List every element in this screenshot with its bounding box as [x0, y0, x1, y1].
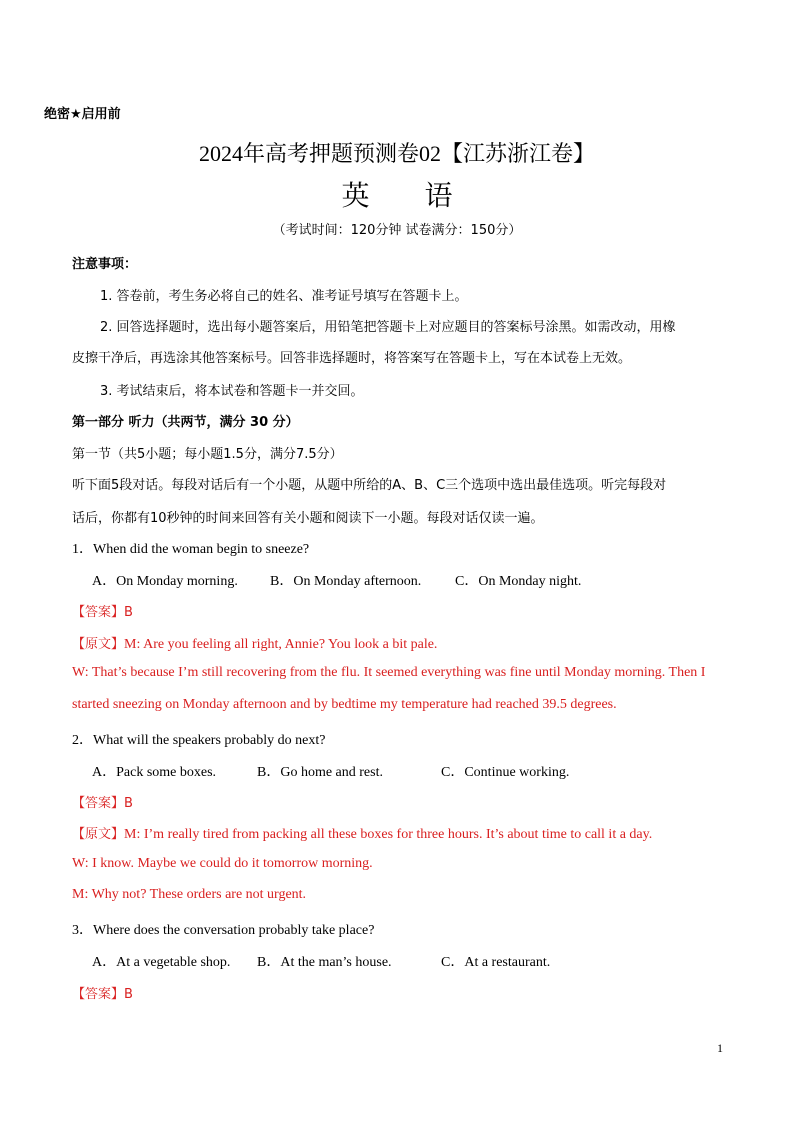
question-1-answer: 【答案】B [72, 605, 133, 620]
instruction-line-1: 听下面5段对话。每段对话后有一个小题，从题中所给的A、B、C三个选项中选出最佳选项。听完每段对 [72, 478, 667, 493]
subject-title: 英 语 [341, 181, 477, 212]
question-2-transcript-line-1 [72, 823, 652, 843]
notice-item-1: 1. 答卷前，考生务必将自己的姓名、准考证号填写在答题卡上。 [100, 289, 468, 304]
question-1-transcript-line-3: started sneezing on Monday afternoon and by bedtime my temperature had reached 39.5 degrees. [72, 697, 617, 712]
notice-item-3: 3. 考试结束后，将本试卷和答题卡一并交回。 [100, 384, 364, 399]
question-3-stem: 3．Where does the conversation probably take place? [72, 923, 375, 938]
exam-title: 2024年高考押题预测卷02【江苏浙江卷】 [198, 141, 595, 166]
question-2-option-b: B．Go home and rest. [257, 765, 383, 780]
transcript-label: 【原文】 [72, 637, 125, 652]
question-2-answer: 【答案】B [72, 796, 133, 811]
transcript-text: M: I’m really tired from packing all these boxes for three hours. It’s about time to call it a day. [124, 827, 653, 842]
question-2-option-c: C．Continue working. [441, 765, 570, 780]
notice-item-2-line-2: 皮擦干净后，再选涂其他答案标号。回答非选择题时，将答案写在答题卡上，写在本试卷上无效。 [72, 351, 632, 366]
confidential-label: 绝密★启用前 [44, 107, 121, 122]
transcript-text: M: Are you feeling all right, Annie? You look a bit pale. [124, 637, 438, 652]
question-2-option-a: A．Pack some boxes. [92, 765, 217, 780]
question-1-option-b: B．On Monday afternoon. [270, 574, 422, 589]
question-3-option-b: B．At the man’s house. [257, 955, 392, 970]
instruction-line-2: 话后，你都有10秒钟的时间来回答有关小题和阅读下一小题。每段对话仅读一遍。 [72, 511, 544, 526]
exam-info: （考试时间：120分钟 试卷满分：150分） [272, 223, 522, 238]
question-2-transcript-line-3: M: Why not? These orders are not urgent. [72, 887, 307, 902]
question-1-stem: 1．When did the woman begin to sneeze? [72, 542, 310, 557]
question-1-transcript-line-2: W: That’s because I’m still recovering from the flu. It seemed everything was fine until Monday morning. Then I [72, 665, 706, 680]
question-3-option-c: C．At a restaurant. [441, 955, 551, 970]
question-2-stem: 2．What will the speakers probably do next? [72, 733, 326, 748]
question-3-answer: 【答案】B [72, 987, 133, 1002]
question-1-option-a: A．On Monday morning. [92, 574, 238, 589]
page-number: 1 [717, 1041, 723, 1055]
question-2-transcript-line-2: W: I know. Maybe we could do it tomorrow morning. [72, 856, 373, 871]
notice-item-2-line-1: 2. 回答选择题时，选出每小题答案后，用铅笔把答题卡上对应题目的答案标号涂黑。如需改动，用橡 [100, 320, 676, 335]
section1-heading: 第一节（共5小题；每小题1.5分，满分7.5分） [72, 447, 343, 462]
question-1-transcript-line-1 [72, 633, 437, 653]
question-1-option-c: C．On Monday night. [455, 574, 582, 589]
notice-heading: 注意事项： [72, 257, 138, 272]
transcript-label: 【原文】 [72, 827, 125, 842]
question-3-option-a: A．At a vegetable shop. [92, 955, 231, 970]
part1-heading: 第一部分 听力（共两节，满分 30 分） [72, 415, 299, 430]
